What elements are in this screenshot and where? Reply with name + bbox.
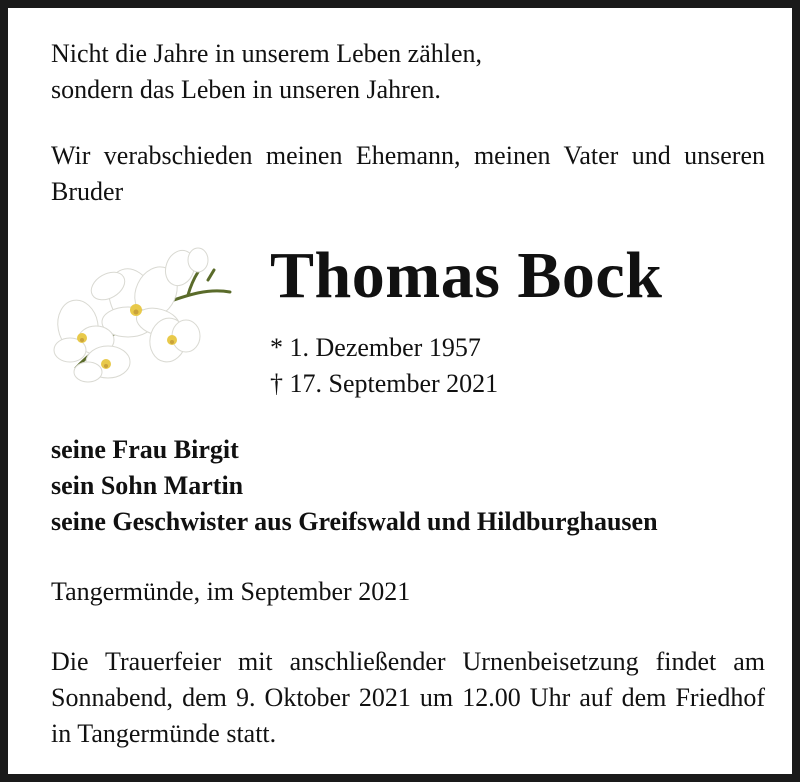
mourner-line: seine Geschwister aus Greifswald und Hildburghausen bbox=[51, 507, 658, 536]
motto-line-1: Nicht die Jahre in unserem Leben zählen, bbox=[51, 39, 482, 68]
intro-text: Wir verabschieden meinen Ehemann, meinen Vater und unseren Bruder bbox=[51, 141, 765, 206]
death-date: † 17. September 2021 bbox=[270, 369, 499, 398]
mourners-list bbox=[51, 432, 658, 540]
birth-date: * 1. Dezember 1957 bbox=[270, 333, 481, 362]
mourner-line: seine Frau Birgit bbox=[51, 435, 239, 464]
life-dates bbox=[270, 330, 498, 402]
motto-line-2: sondern das Leben in unseren Jahren. bbox=[51, 75, 441, 104]
orchid-icon bbox=[48, 240, 238, 400]
mourner-line: sein Sohn Martin bbox=[51, 471, 244, 500]
funeral-service-info: Die Trauerfeier mit anschließender Urnenbeisetzung findet am Sonnabend, dem 9. Oktober 2021 um 12.00 Uhr auf dem Friedhof in Tangermünde statt. bbox=[51, 647, 765, 748]
deceased-name: Thomas Bock bbox=[270, 239, 663, 312]
motto-quote bbox=[51, 36, 771, 108]
place-date: Tangermünde, im September 2021 bbox=[51, 577, 411, 606]
